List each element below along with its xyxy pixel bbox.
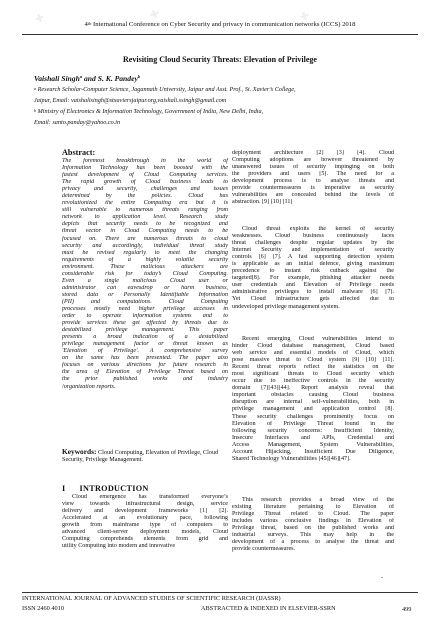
- right-paragraph-3: [232, 336, 394, 463]
- text-line: Computing adoptions are however threatened by: [232, 157, 394, 164]
- text-line: provide countermeasures is imperative as security: [232, 185, 394, 192]
- text-line: Cloud threat exploits the kernel of security: [242, 226, 394, 232]
- text-line: processes mostly need higher privilege accesses in: [62, 305, 228, 312]
- text-line: depicts that security needs to be recognized and: [62, 221, 228, 228]
- journal-name: INTERNATIONAL JOURNAL OF ADVANCED STUDIES OF SCIENTIFIC RESEARCH (IJASSR): [22, 595, 281, 602]
- text-line: is applicable as an initial defence, giving maximum: [232, 261, 394, 268]
- text-line: undeveloped privilege management system.: [232, 303, 340, 310]
- text-line: industrial surveys. This may help in the: [232, 532, 394, 539]
- affiliation-line: Email: santo.panday@yahoo.co.in: [34, 119, 121, 126]
- text-line: unanswered issues of security impinging on both: [232, 164, 394, 171]
- text-line: pose massive threat to Cloud system [9] [10] [11].: [232, 357, 394, 364]
- text-line: provide services these get affected by threats due to: [62, 320, 228, 327]
- text-line: focuses on various directions for future research in: [62, 362, 228, 369]
- watermark: ✚: [148, 6, 162, 23]
- text-line: presents a broad indication of a destabilized: [62, 334, 228, 341]
- text-line: deployment architecture [2] [3] [4]. Cloud: [232, 150, 394, 156]
- text-line: development of a process to analyse the threat and: [232, 539, 394, 546]
- intro-heading: I INTRODUCTION: [62, 484, 149, 493]
- keywords: Keywords: Cloud Computing, Elevation of Privilege, Cloud Security, Privilege Management.: [62, 447, 219, 464]
- text-line: existing literature pertaining to Elevation of: [232, 504, 394, 511]
- text-line: targeted[8]. For example, phishing attacker needs: [232, 275, 394, 282]
- text-line: 'Elevation of Privilege'. A comprehensive survey: [62, 348, 228, 355]
- text-line: privacy and security, challenges and issues: [62, 186, 228, 193]
- intro-body: [62, 494, 228, 550]
- affiliation-line: $^b$ Ministry of Electronics & Information Technology, Government of India, New Delhi, India,: [34, 108, 264, 115]
- text-line: vulnerabilities are concealed behind the levels of: [232, 192, 394, 199]
- text-line: privilege management and application control [8].: [232, 406, 394, 413]
- text-line: the prior published works and industry: [62, 376, 228, 383]
- text-line: Insecure Interfaces and APIs, Credential and: [232, 434, 394, 441]
- watermark: ✚: [298, 8, 312, 25]
- text-line: order to operate information systems and to: [62, 313, 228, 320]
- text-line: Yet Cloud infrastructure gets affected due to: [232, 296, 394, 303]
- text-line: the area of Elevation of Privilege Threat based on: [62, 369, 228, 376]
- text-line: development process is to analyse threats and: [232, 178, 394, 185]
- text-line: on the same has been presented. The paper also: [62, 355, 228, 362]
- text-line: Privilege threat, based on the published works and: [232, 525, 394, 532]
- text-line: view towards infrastructural design, service: [62, 501, 228, 508]
- text-line: user credentials and Elevation of Privilege needs: [232, 282, 394, 289]
- text-line: Recent emerging Cloud vulnerabilities intend to: [242, 336, 394, 342]
- text-line: The foremost breakthrough in the world of: [62, 158, 228, 164]
- text-line: weaknesses. Cloud business continuously faces: [232, 233, 394, 240]
- page-number: 499: [402, 606, 412, 613]
- text-line: threat challenges despite regular updates by the: [232, 240, 394, 247]
- text-line: These security challenges prominently focus on: [232, 413, 394, 420]
- text-line: Privilege Threat related to Cloud. The paper: [232, 511, 394, 518]
- text-line: Account Hijacking, Insufficient Due Diligence,: [232, 448, 394, 455]
- text-line: Information Technology has been boosted with the: [62, 165, 228, 172]
- text-line: revolutionized the entire Computing era but it is: [62, 200, 228, 207]
- text-line: stored data or Personally Identifiable Information: [62, 291, 228, 298]
- text-line: Accelerated at an evolutionary pace, following: [62, 515, 228, 522]
- text-line: environment. These malicious attackers are: [62, 263, 228, 270]
- text-line: considerable risk for today’s Cloud Computing.: [62, 270, 228, 277]
- indexing: ABSTRACTED & INDEXED IN ELSEVIER-SSRN: [201, 605, 336, 612]
- text-line: /organization reports.: [62, 383, 116, 390]
- text-line: administrative privileges to install malware [6] [7].: [232, 289, 394, 296]
- footer-rule: [22, 592, 418, 593]
- affiliation-line: $^a$ Research Scholar-Computer Science, Jagannath University, Jaipur and Asst. Prof., St. Xavier’s College,: [34, 86, 296, 93]
- text-line: Cloud emergence has transformed everyone’s: [72, 494, 228, 500]
- abstract-heading: Abstract:: [62, 148, 96, 157]
- text-line: utility Computing into modern and innovative: [62, 543, 176, 550]
- text-line: threat vector in Cloud Computing needs to be: [62, 228, 228, 235]
- text-line: Shared Technology Vulnerabilities [45][46][47].: [232, 455, 351, 462]
- text-line: important obstacles causing Cloud business: [232, 392, 394, 399]
- text-line: disruption are internal self-vulnerabilities, both in: [232, 399, 394, 406]
- conference-header: 4th International Conference on Cyber Security and privacy in communication networks (ICCS) 2018: [84, 21, 356, 28]
- text-line: provide countermeasures.: [232, 546, 296, 553]
- author-line: Vaishali Singh$^a$ and S. K. Pandey$^b$: [34, 74, 141, 83]
- affiliation-line: Jaipur, Email: vaishalisingh@stxaviersjaipur.org,vaishali.ssingh@gmail.com: [34, 97, 227, 104]
- text-line: determined by the policies. Cloud has: [62, 193, 228, 200]
- right-paragraph-1: [232, 150, 394, 206]
- text-line: most significant threats to Cloud security which: [232, 371, 394, 378]
- text-line: network to application level. Research study: [62, 214, 228, 221]
- text-line: Elevation of Privilege Threat found in the: [232, 420, 394, 427]
- text-line: delivery and development frameworks [1] [2].: [62, 508, 228, 515]
- right-paragraph-4: [232, 497, 394, 553]
- text-line: The rapid growth of Cloud business leads to: [62, 179, 228, 186]
- text-line: Access Management, System Vulnerabilities,: [232, 441, 394, 448]
- text-line: Recent threat reports reflect the statistics on the: [232, 364, 394, 371]
- text-line: precedence to instant risk cutback against the: [232, 268, 394, 275]
- text-line: Even a single malicious Cloud user or: [62, 277, 228, 284]
- text-line: following security concerns: Insufficient Identity,: [232, 427, 394, 434]
- text-line: includes various conclusive findings in Elevation of: [232, 518, 394, 525]
- paper-title: Revisiting Cloud Security Threats: Elevation of Privilege: [123, 55, 317, 64]
- text-line: security and accordingly, individual threat study: [62, 242, 228, 249]
- text-line: administrator can eavesdrop or harm business,: [62, 284, 228, 291]
- text-line: must be revised regularly to meet the changing: [62, 249, 228, 256]
- watermark: ✚: [33, 10, 47, 27]
- text-line: (PII) and computations. Cloud Computing: [62, 298, 228, 305]
- text-line: Computing comprehends elements from grid and: [62, 536, 228, 543]
- text-line: domain [7][43][44]. Report analysis reveal that: [232, 385, 394, 392]
- text-line: still vulnerable to numerous threats ranging from: [62, 207, 228, 214]
- text-line: abstraction. [9] [10] [11]: [232, 199, 293, 206]
- header-rule: [22, 34, 418, 35]
- text-line: controls [6] [7]. A fast supporting detection system: [232, 254, 394, 261]
- text-line: focused on. There are numerous threats to cloud: [62, 235, 228, 242]
- text-line: requirements of a highly volatile security: [62, 256, 228, 263]
- text-line: destabilized privilege management. This paper: [62, 327, 228, 334]
- text-line: This research provides a broad view of the: [242, 497, 394, 503]
- text-line: hinder Cloud database management, Cloud based: [232, 343, 394, 350]
- text-line: occur due to ineffective controls in the security: [232, 378, 394, 385]
- right-paragraph-2: [232, 226, 394, 311]
- text-line: advanced client-server deployment models, Cloud: [62, 529, 228, 536]
- stray-mark: -: [381, 575, 383, 581]
- text-line: fastest development of Cloud Computing services.: [62, 172, 228, 179]
- text-line: Internet Security and implementation of security: [232, 247, 394, 254]
- abstract-body: [62, 158, 228, 391]
- text-line: the providers and users [5]. The need for a: [232, 171, 394, 178]
- issn: ISSN 2460 4010: [22, 605, 64, 612]
- text-line: web service and essential models of Cloud, which: [232, 350, 394, 357]
- text-line: privilege management factor or threat known as: [62, 341, 228, 348]
- text-line: growth from mainframe type of computers to: [62, 522, 228, 529]
